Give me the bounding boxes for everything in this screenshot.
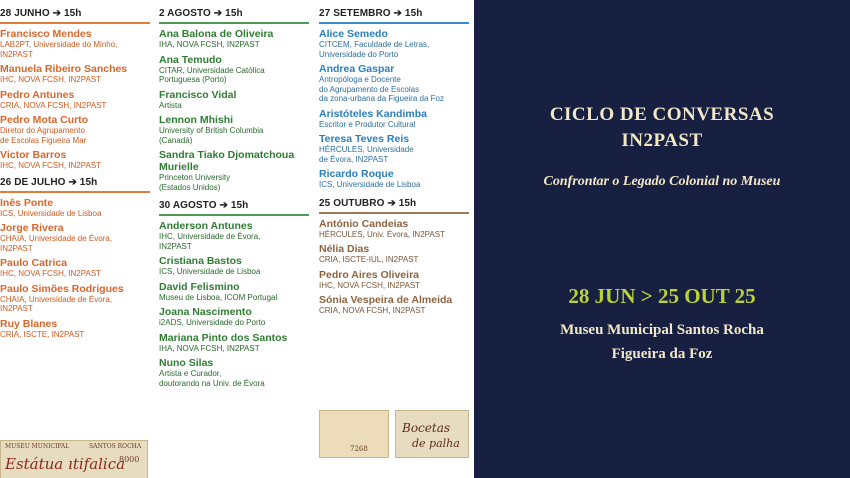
speaker-affiliation: IHA, NOVA FCSH, IN2PAST bbox=[159, 343, 260, 353]
session-date: 26 DE JULHO ➔ 15h bbox=[0, 177, 150, 193]
speaker bbox=[319, 133, 469, 164]
speaker-affiliation: Escritor e Produtor Cultural bbox=[319, 119, 416, 129]
speaker-name: Paulo Catrica bbox=[0, 257, 68, 269]
ticket-number: 7268 bbox=[350, 445, 368, 453]
speaker bbox=[159, 114, 309, 145]
speaker bbox=[0, 149, 150, 171]
speaker-name: Nélia Dias bbox=[319, 243, 370, 255]
venue-city: Figueira da Foz bbox=[611, 346, 713, 362]
speaker-name: Ruy Blanes bbox=[0, 317, 58, 330]
speaker-affiliation: Universidade do Porto bbox=[319, 49, 399, 59]
program-column-2 bbox=[159, 8, 309, 392]
speaker bbox=[0, 28, 150, 59]
speaker-affiliation: ICS, Universidade de Lisboa bbox=[319, 180, 421, 189]
session-block bbox=[159, 8, 309, 192]
speaker bbox=[0, 197, 150, 219]
speaker-affiliation: doutorando na Univ. de Évora bbox=[159, 378, 265, 388]
speaker-affiliation: de Évora, IN2PAST bbox=[319, 154, 389, 164]
speaker-affiliation: Artista bbox=[159, 100, 182, 110]
speaker bbox=[319, 218, 469, 240]
ticket-number: 8000 bbox=[119, 455, 140, 464]
speaker-name: Pedro Antunes bbox=[0, 88, 75, 101]
speaker-affiliation: IHC, NOVA FCSH, IN2PAST bbox=[319, 280, 421, 290]
speaker-affiliation: CRIA, ISCTE-IUL, IN2PAST bbox=[319, 255, 419, 264]
session-block bbox=[319, 198, 469, 316]
speaker-name: Lennon Mhishi bbox=[159, 114, 234, 126]
speaker bbox=[319, 243, 469, 265]
speaker-name: Paulo Simões Rodrigues bbox=[0, 282, 124, 295]
program-column-1 bbox=[0, 8, 150, 343]
speaker-affiliation: CRIA, NOVA FCSH, IN2PAST bbox=[0, 100, 107, 110]
speaker-affiliation: Portuguesa (Porto) bbox=[159, 75, 227, 84]
speaker-name: Joana Nascimento bbox=[159, 306, 252, 318]
speaker-affiliation: Artista e Curador, bbox=[159, 369, 222, 378]
speaker-affiliation: IHA, NOVA FCSH, IN2PAST bbox=[159, 40, 260, 49]
program-column-3 bbox=[319, 8, 469, 320]
speaker-affiliation: do Agrupamento de Escolas bbox=[319, 84, 420, 94]
speaker bbox=[0, 114, 150, 145]
speaker-affiliation: IHC, Universidade de Évora, bbox=[159, 232, 261, 241]
speaker-name: Sandra Tiako Djomatchoua Murielle bbox=[159, 149, 295, 173]
session-block bbox=[159, 200, 309, 388]
speaker bbox=[319, 108, 469, 130]
speaker bbox=[0, 257, 150, 279]
speaker-name: Ana Temudo bbox=[159, 53, 222, 66]
speaker bbox=[159, 220, 309, 251]
speaker-name: Alice Semedo bbox=[319, 28, 388, 40]
event-title-line1: CICLO DE CONVERSAS bbox=[549, 104, 775, 125]
session-block bbox=[0, 177, 150, 340]
ticket-text: Estátua ıtifalica bbox=[5, 455, 126, 473]
speaker-name: Inês Ponte bbox=[0, 196, 54, 209]
speaker-affiliation: Antropóloga e Docente bbox=[319, 75, 401, 84]
speaker-affiliation: HÉRCULES, Univ. Évora, IN2PAST bbox=[319, 229, 445, 239]
speaker-name: Nuno Silas bbox=[159, 357, 214, 369]
speaker-affiliation: LAB2PT, Universidade do Minho, bbox=[0, 40, 118, 49]
speaker-affiliation: CITAR, Universidade Católica bbox=[159, 65, 265, 75]
speaker-name: Aristóteles Kandimba bbox=[319, 107, 427, 120]
speaker-name: Mariana Pinto dos Santos bbox=[159, 331, 288, 344]
speaker bbox=[159, 306, 309, 328]
speaker bbox=[0, 63, 150, 85]
session-block bbox=[0, 8, 150, 171]
speaker-name: Pedro Aires Oliveira bbox=[319, 268, 419, 281]
speaker bbox=[0, 222, 150, 253]
speaker-name: Andrea Gaspar bbox=[319, 63, 395, 75]
speaker-affiliation: de Escolas Figueira Mar bbox=[0, 135, 87, 145]
speaker-affiliation: IN2PAST bbox=[159, 241, 192, 251]
session-block bbox=[319, 8, 469, 190]
speaker-affiliation: ICS, Universidade de Lisboa bbox=[0, 208, 102, 218]
museum-label-right bbox=[395, 410, 469, 458]
speaker-name: Anderson Antunes bbox=[159, 220, 253, 232]
speaker-affiliation: da zona-urbana da Figueira da Foz bbox=[319, 94, 444, 103]
speaker bbox=[0, 89, 150, 111]
ticket-text: SANTOS ROCHA bbox=[89, 443, 142, 450]
speaker bbox=[159, 89, 309, 111]
speaker bbox=[319, 168, 469, 190]
session-date: 28 JUNHO ➔ 15h bbox=[0, 8, 150, 24]
ticket-text: MUSEU MUNICIPAL bbox=[5, 443, 70, 450]
speaker-affiliation: CRIA, ISCTE, IN2PAST bbox=[0, 329, 85, 339]
session-date: 30 AGOSTO ➔ 15h bbox=[159, 200, 309, 216]
speaker bbox=[0, 318, 150, 340]
museum-label-left bbox=[0, 440, 148, 478]
speaker-affiliation: IN2PAST bbox=[0, 304, 33, 313]
speaker-affiliation: Diretor do Agrupamento bbox=[0, 126, 85, 135]
speaker-name: Cristiana Bastos bbox=[159, 255, 242, 267]
speaker-affiliation: CHAIA, Universidade de Évora, bbox=[0, 234, 113, 243]
speaker bbox=[159, 255, 309, 277]
event-subtitle: Confrontar o Legado Colonial no Museu bbox=[543, 174, 781, 189]
speaker-name: Manuela Ribeiro Sanches bbox=[0, 63, 128, 75]
speaker-affiliation: IN2PAST bbox=[0, 49, 33, 59]
speaker-name: Jorge Rivera bbox=[0, 222, 64, 234]
speaker-affiliation: CITCEM, Faculdade de Letras, bbox=[319, 40, 430, 49]
speaker-affiliation: i2ADS, Universidade do Porto bbox=[159, 318, 266, 327]
speaker-affiliation: IHC, NOVA FCSH, IN2PAST bbox=[0, 75, 102, 84]
museum-label-mid bbox=[319, 410, 389, 458]
session-date: 25 OUTUBRO ➔ 15h bbox=[319, 198, 469, 214]
speaker bbox=[159, 281, 309, 303]
event-dates: 28 JUN > 25 OUT 25 bbox=[568, 284, 756, 308]
speaker-affiliation: IN2PAST bbox=[0, 243, 33, 253]
speaker-affiliation: IHC, NOVA FCSH, IN2PAST bbox=[0, 269, 102, 278]
speaker-name: Teresa Teves Reis bbox=[319, 133, 410, 145]
session-date: 27 SETEMBRO ➔ 15h bbox=[319, 8, 469, 24]
speaker-name: Francisco Vidal bbox=[159, 88, 237, 101]
ticket-text: de palha bbox=[412, 437, 460, 450]
speaker-affiliation: IHC, NOVA FCSH, IN2PAST bbox=[0, 161, 102, 170]
venue-name: Museu Municipal Santos Rocha bbox=[560, 322, 764, 338]
speaker-name: António Candeias bbox=[319, 217, 409, 230]
speaker bbox=[0, 283, 150, 314]
speaker-affiliation: University of British Columbia bbox=[159, 126, 264, 135]
ticket-text: Bocetas bbox=[402, 421, 450, 435]
speaker bbox=[319, 269, 469, 291]
speaker bbox=[319, 294, 469, 316]
speaker bbox=[319, 63, 469, 104]
speaker bbox=[159, 357, 309, 388]
speaker-name: Ricardo Roque bbox=[319, 168, 394, 180]
title-panel bbox=[474, 0, 850, 478]
speaker-affiliation: ICS, Universidade de Lisboa bbox=[159, 267, 261, 276]
event-title-line2: IN2PAST bbox=[621, 130, 703, 151]
speaker-affiliation: Princeton University bbox=[159, 173, 231, 182]
speaker bbox=[159, 149, 309, 192]
session-date: 2 AGOSTO ➔ 15h bbox=[159, 8, 309, 24]
speaker bbox=[159, 54, 309, 85]
speaker-name: Ana Balona de Oliveira bbox=[159, 28, 274, 40]
speaker-name: Sónia Vespeira de Almeida bbox=[319, 294, 453, 306]
speaker-name: David Felismino bbox=[159, 280, 240, 293]
speaker-name: Pedro Mota Curto bbox=[0, 114, 89, 126]
speaker-affiliation: (Estados Unidos) bbox=[159, 182, 221, 192]
speaker bbox=[159, 28, 309, 50]
speaker-name: Victor Barros bbox=[0, 149, 67, 161]
speaker-name: Francisco Mendes bbox=[0, 28, 92, 40]
speaker-affiliation: Museu de Lisboa, ICOM Portugal bbox=[159, 292, 278, 302]
speaker bbox=[319, 28, 469, 59]
speaker-affiliation: (Canadá) bbox=[159, 135, 193, 145]
speaker-affiliation: CHAIA, Universidade de Évora, bbox=[0, 294, 113, 304]
speaker-affiliation: CRIA, NOVA FCSH, IN2PAST bbox=[319, 306, 426, 315]
speaker bbox=[159, 332, 309, 354]
speaker-affiliation: HÉRCULES, Universidade bbox=[319, 145, 414, 154]
